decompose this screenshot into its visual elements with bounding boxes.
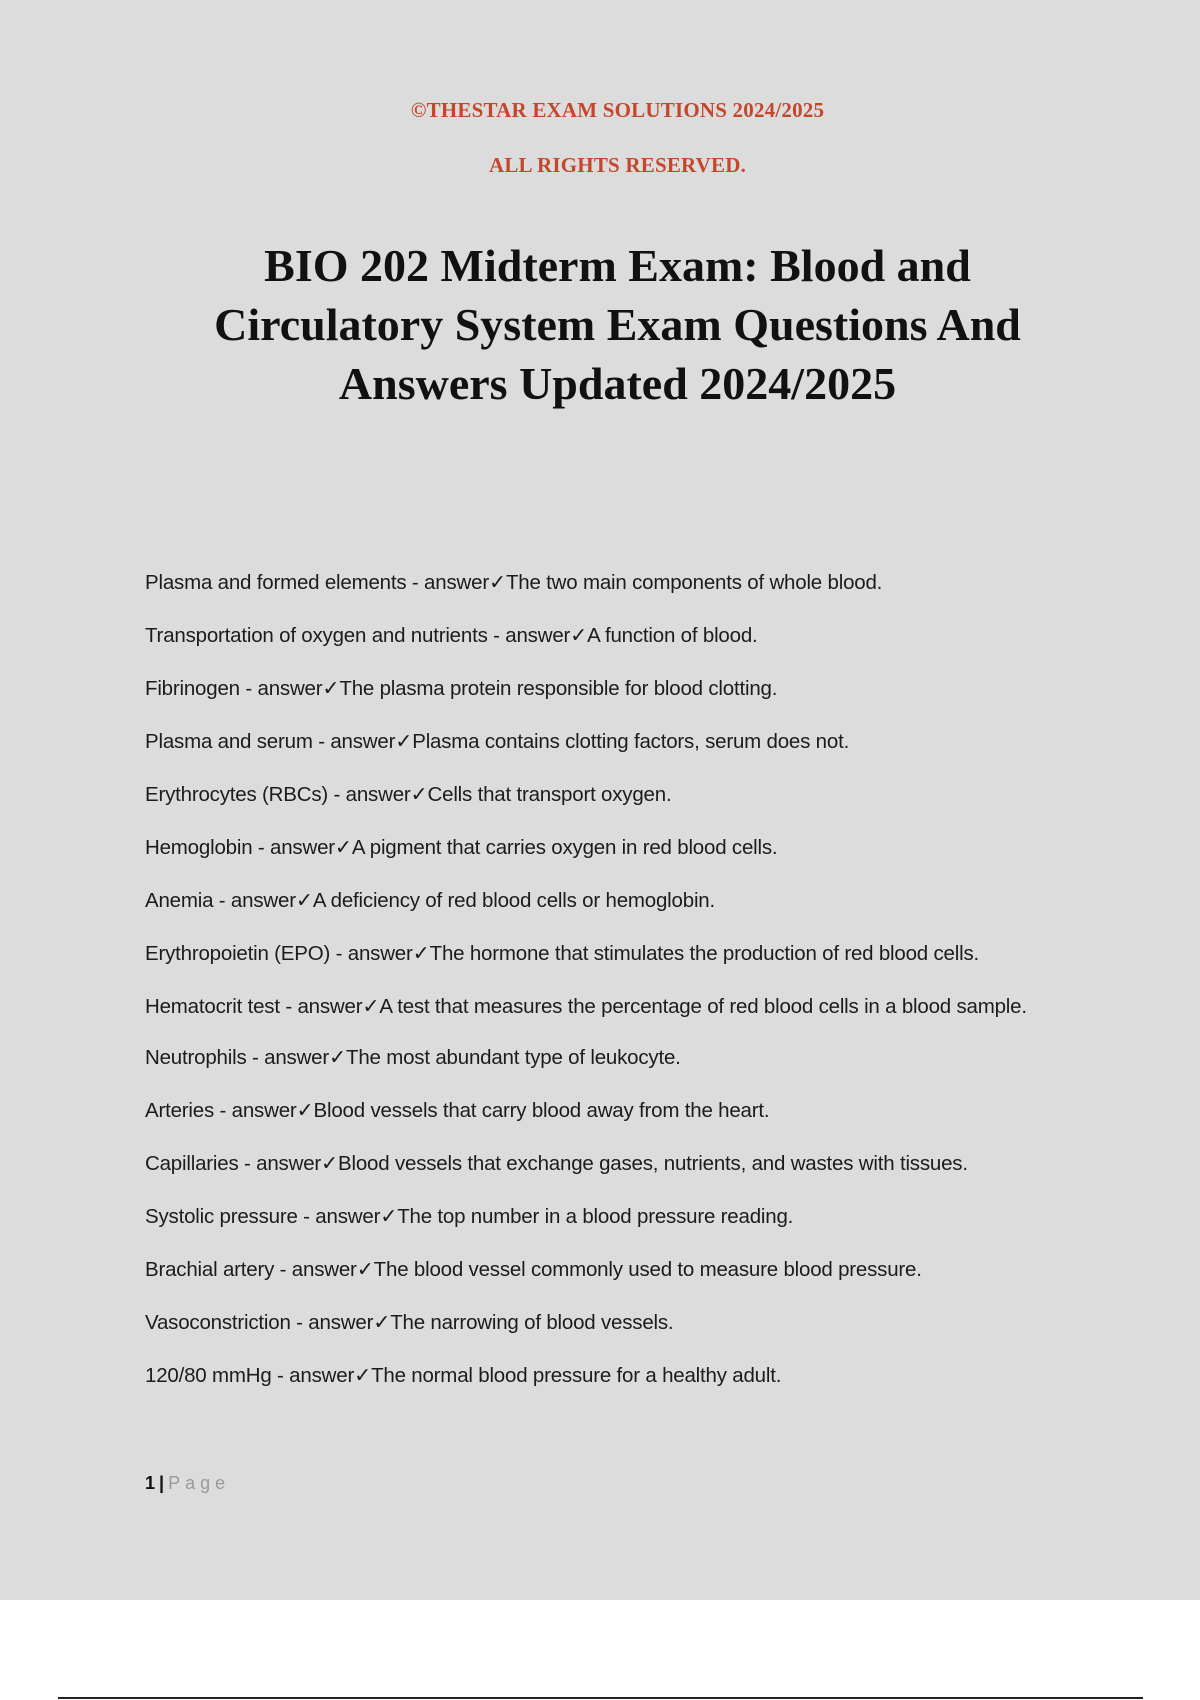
qa-term: Plasma and formed elements [145, 571, 407, 594]
checkmark-icon: ✓ [322, 676, 340, 700]
qa-term: Brachial artery [145, 1258, 275, 1281]
qa-answer: A pigment that carries oxygen in red blood cells. [351, 836, 778, 859]
page-footer [145, 1473, 230, 1494]
qa-answer: The plasma protein responsible for blood clotting. [339, 677, 778, 700]
checkmark-icon: ✓ [296, 1098, 314, 1122]
checkmark-icon: ✓ [354, 1363, 372, 1387]
qa-separator: - answer [246, 1046, 330, 1069]
qa-separator: - answer [214, 1099, 297, 1122]
qa-item [145, 1147, 1070, 1180]
qa-answer: The top number in a blood pressure reading. [397, 1205, 794, 1228]
qa-separator: - answer [279, 995, 363, 1018]
checkmark-icon: ✓ [295, 888, 313, 912]
qa-item [145, 1200, 1070, 1233]
qa-separator: - answer [213, 889, 296, 912]
qa-separator: - answer [406, 571, 489, 594]
qa-answer: A function of blood. [587, 624, 758, 647]
checkmark-icon: ✓ [570, 623, 588, 647]
checkmark-icon: ✓ [362, 994, 380, 1018]
qa-item [145, 1041, 1070, 1074]
qa-separator: - answer [487, 624, 571, 647]
qa-term: Plasma and serum [145, 730, 313, 753]
qa-answer: The most abundant type of leukocyte. [346, 1046, 681, 1069]
qa-item [145, 619, 1070, 652]
qa-separator: - answer [290, 1311, 374, 1334]
qa-list [145, 566, 1070, 1412]
checkmark-icon: ✓ [334, 835, 352, 859]
qa-answer: The normal blood pressure for a healthy adult. [371, 1364, 782, 1387]
qa-term: Capillaries [145, 1152, 239, 1175]
qa-item [145, 990, 1070, 1023]
qa-answer: The blood vessel commonly used to measure blood pressure. [373, 1258, 922, 1281]
qa-item [145, 1094, 1070, 1127]
qa-term: Erythrocytes (RBCs) [145, 783, 329, 806]
qa-separator: - answer [274, 1258, 357, 1281]
qa-answer: The two main components of whole blood. [505, 571, 883, 594]
copyright-notice: ©THESTAR EXAM SOLUTIONS 2024/2025 [410, 98, 825, 122]
qa-answer: Cells that transport oxygen. [427, 783, 672, 806]
qa-separator: - answer [271, 1364, 355, 1387]
qa-item [145, 1306, 1070, 1339]
qa-item [145, 672, 1070, 705]
qa-answer: Blood vessels that carry blood away from the heart. [313, 1099, 770, 1122]
qa-separator: - answer [252, 836, 335, 859]
qa-term: Erythropoietin (EPO) [145, 942, 331, 965]
qa-separator: - answer [239, 677, 323, 700]
qa-separator: - answer [297, 1205, 381, 1228]
qa-item [145, 566, 1070, 599]
checkmark-icon: ✓ [373, 1310, 391, 1334]
rights-reserved-notice: ALL RIGHTS RESERVED. [488, 153, 747, 177]
qa-item [145, 937, 1070, 970]
qa-term: Hemoglobin [145, 836, 253, 859]
qa-term: Anemia [145, 889, 214, 912]
qa-separator: - answer [238, 1152, 322, 1175]
qa-item [145, 778, 1070, 811]
qa-answer: Blood vessels that exchange gases, nutrients, and wastes with tissues. [338, 1152, 968, 1175]
checkmark-icon: ✓ [412, 941, 430, 965]
qa-separator: - answer [312, 730, 396, 753]
checkmark-icon: ✓ [488, 570, 506, 594]
qa-term: Hematocrit test [145, 995, 280, 1018]
qa-term: Neutrophils [145, 1046, 247, 1069]
checkmark-icon: ✓ [329, 1045, 346, 1069]
document-title: BIO 202 Midterm Exam: Blood and Circulatory System Exam Questions And Answers Updated 2024/2025 [214, 240, 1021, 409]
qa-separator: - answer [330, 942, 413, 965]
qa-term: Arteries [145, 1099, 215, 1122]
page-label: Page [168, 1473, 231, 1493]
checkmark-icon: ✓ [321, 1151, 339, 1175]
checkmark-icon: ✓ [356, 1257, 374, 1281]
qa-answer: A test that measures the percentage of red blood cells in a blood sample. [379, 995, 1027, 1018]
bottom-divider [58, 1697, 1143, 1699]
checkmark-icon: ✓ [410, 782, 428, 806]
qa-answer: Plasma contains clotting factors, serum does not. [412, 730, 850, 753]
page-number: 1 [145, 1473, 156, 1493]
qa-answer: The narrowing of blood vessels. [390, 1311, 674, 1334]
checkmark-icon: ✓ [380, 1204, 398, 1228]
checkmark-icon: ✓ [395, 729, 413, 753]
qa-item [145, 884, 1070, 917]
qa-item [145, 831, 1070, 864]
qa-term: Systolic pressure [145, 1205, 298, 1228]
qa-term: Vasoconstriction [145, 1311, 291, 1334]
qa-item [145, 725, 1070, 758]
qa-term: 120/80 mmHg [145, 1364, 272, 1387]
qa-item [145, 1359, 1070, 1392]
qa-answer: A deficiency of red blood cells or hemoglobin. [312, 889, 715, 912]
qa-answer: The hormone that stimulates the production of red blood cells. [429, 942, 980, 965]
page-separator: | [159, 1473, 165, 1493]
qa-item [145, 1253, 1070, 1286]
qa-term: Transportation of oxygen and nutrients [145, 624, 488, 647]
qa-term: Fibrinogen [145, 677, 240, 700]
qa-separator: - answer [328, 783, 411, 806]
